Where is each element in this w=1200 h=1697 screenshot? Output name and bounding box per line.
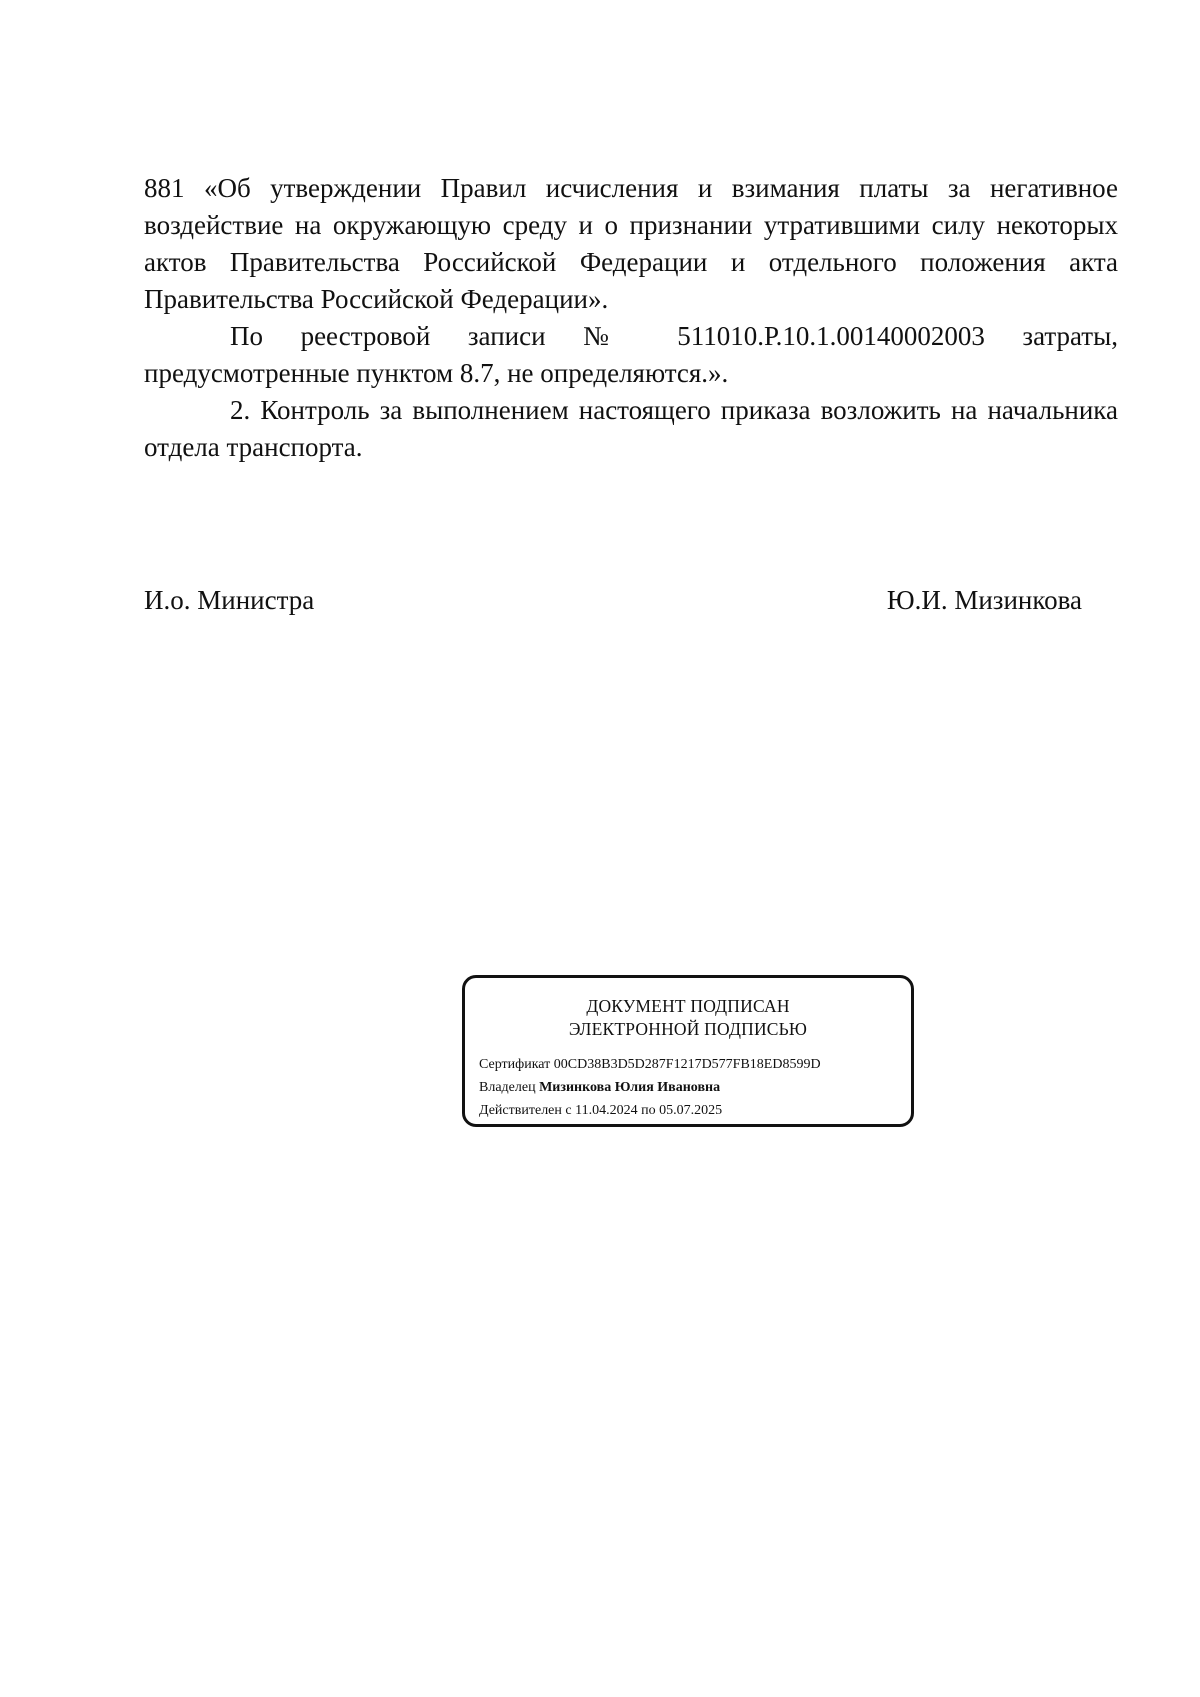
stamp-title xyxy=(465,995,911,1041)
certificate-label: Сертификат xyxy=(479,1057,551,1072)
owner-value: Мизинкова Юлия Ивановна xyxy=(539,1080,721,1095)
valid-to-word: по xyxy=(641,1103,656,1118)
valid-label: Действителен xyxy=(479,1103,562,1118)
paragraph-regulation-reference: 881 «Об утверждении Правил исчисления и взимания платы за негативное воздействие на окружающую среду и о признании утратившими силу некоторых актов Правительства Российской Федерации и отдельного положения акта Правительства Российской Федерации». xyxy=(144,173,1118,314)
signature-block xyxy=(144,582,1082,622)
stamp-owner-line xyxy=(479,1076,821,1099)
stamp-title-line-2: ЭЛЕКТРОННОЙ ПОДПИСЬЮ xyxy=(568,1019,808,1039)
stamp-certificate-line xyxy=(479,1053,821,1076)
stamp-validity-line xyxy=(479,1099,821,1122)
owner-label: Владелец xyxy=(479,1080,536,1095)
electronic-signature-stamp xyxy=(462,975,914,1127)
stamp-title-line-1: ДОКУМЕНТ ПОДПИСАН xyxy=(586,996,790,1016)
stamp-details xyxy=(479,1053,821,1122)
valid-to-date: 05.07.2025 xyxy=(659,1103,723,1118)
valid-from-word: с xyxy=(565,1103,572,1118)
signatory-position: И.о. Министра xyxy=(144,585,315,615)
paragraph-registry-entry: По реестровой записи № 511010.Р.10.1.00140002003 затраты, предусмотренные пунктом 8.7, не определяются.». xyxy=(144,321,1118,388)
certificate-value: 00CD38B3D5D287F1217D577FB18ED8599D xyxy=(553,1057,821,1072)
document-body xyxy=(144,170,1118,466)
valid-from-date: 11.04.2024 xyxy=(575,1103,638,1118)
signatory-name: Ю.И. Мизинкова xyxy=(886,585,1082,615)
paragraph-control-clause: 2. Контроль за выполнением настоящего приказа возложить на начальника отдела транспорта. xyxy=(144,395,1118,462)
